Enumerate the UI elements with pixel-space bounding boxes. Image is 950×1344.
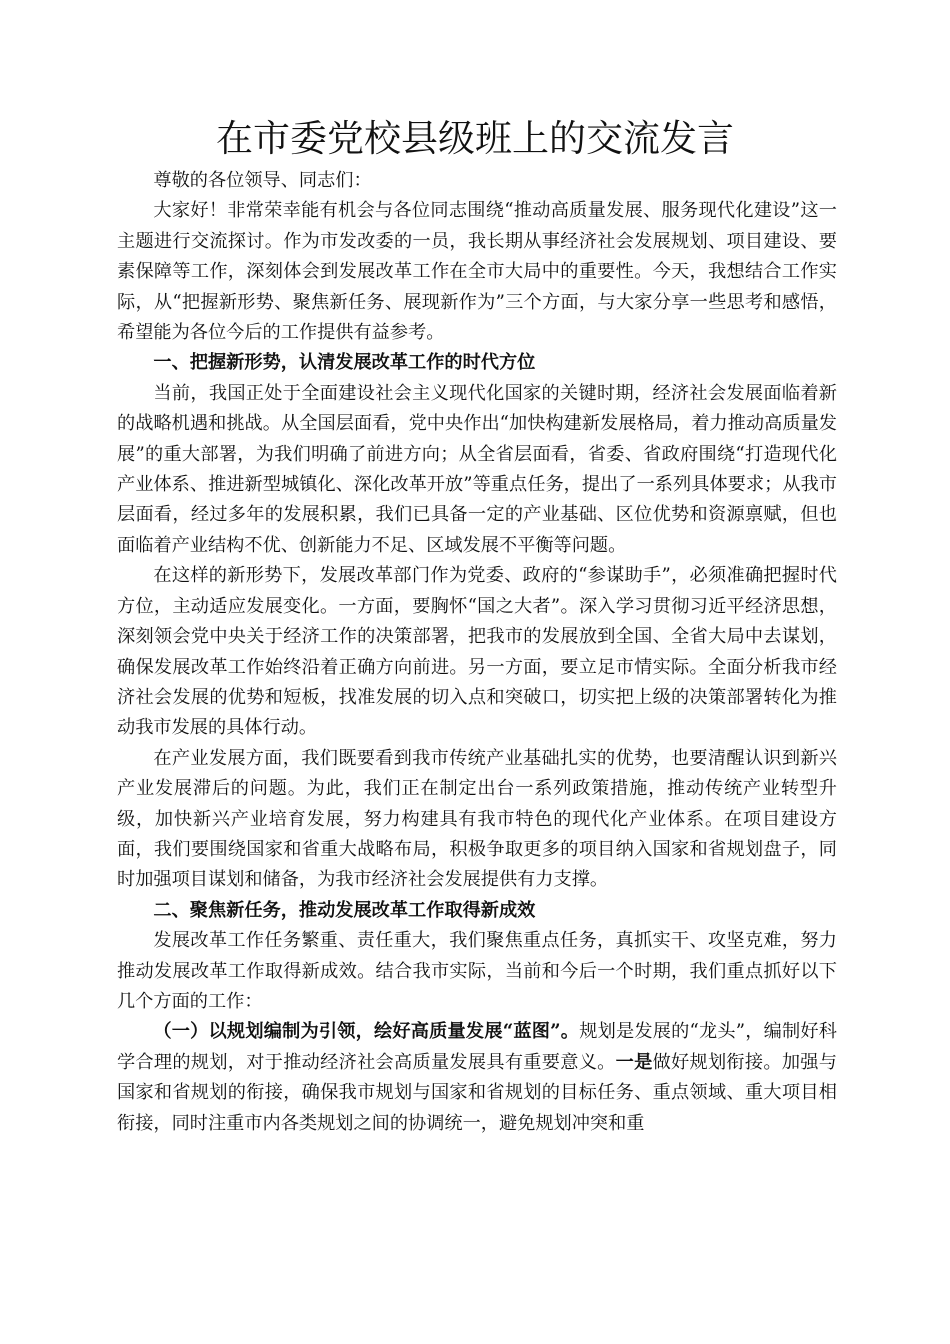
section-1-paragraph-2: 在这样的新形势下，发展改革部门作为党委、政府的“参谋助手”，必须准确把握时代方位，主动适应发展变化。一方面，要胸怀“国之大者”。深入学习贯彻习近平经济思想，深刻领会党中央关于经济工作的决策部署，把我市的发展放到全国、全省大局中去谋划，确保发展改革工作始终沿着正确方向前进。另一方面，要立足市情实际。全面分析我市经济社会发展的优势和短板，找准发展的切入点和突破口，切实把上级的决策部署转化为推动我市发展的具体行动。: [117, 565, 837, 739]
section-2-heading: 二、聚焦新任务，推动发展改革工作取得新成效: [153, 899, 536, 921]
item-1-point-label: 一是: [615, 1051, 653, 1073]
section-1-heading: 一、把握新形势，认清发展改革工作的时代方位: [153, 352, 536, 374]
item-1-paragraph: [117, 1017, 837, 1139]
item-1-heading: （一）以规划编制为引领，绘好高质量发展“蓝图”。: [153, 1021, 580, 1043]
section-1-paragraph-1: 当前，我国正处于全面建设社会主义现代化国家的关键时期，经济社会发展面临着新的战略机遇和挑战。从全国层面看，党中央作出“加快构建新发展格局，着力推动高质量发展”的重大部署，为我们明确了前进方向；从全省层面看，省委、省政府围绕“打造现代化产业体系、推进新型城镇化、深化改革开放”等重点任务，提出了一系列具体要求；从我市层面看，经过多年的发展积累，我们已具备一定的产业基础、区位优势和资源禀赋，但也面临着产业结构不优、创新能力不足、区域发展不平衡等问题。: [117, 382, 837, 556]
intro-paragraph: 大家好！非常荣幸能有机会与各位同志围绕“推动高质量发展、服务现代化建设”这一主题进行交流探讨。作为市发改委的一员，我长期从事经济社会发展规划、项目建设、要素保障等工作，深刻体会到发展改革工作在全市大局中的重要性。今天，我想结合工作实际，从“把握新形势、聚焦新任务、展现新作为”三个方面，与大家分享一些思考和感悟，希望能为各位今后的工作提供有益参考。: [117, 200, 837, 344]
section-2-paragraph-1: 发展改革工作任务繁重、责任重大，我们聚焦重点任务，真抓实干、攻坚克难，努力推动发展改革工作取得新成效。结合我市实际，当前和今后一个时期，我们重点抓好以下几个方面的工作：: [117, 930, 837, 1012]
item-1-text-b: 做好规划衔接。加强与国家和省规划的衔接，确保我市规划与国家和省规划的目标任务、重点领域、重大项目相衔接，同时注重市内各类规划之间的协调统一，避免规划冲突和重: [117, 1051, 837, 1134]
document-title: 在市委党校县级班上的交流发言: [216, 117, 734, 160]
item-1-text-a: 规划是发展的“龙头”，编制好科学合理的规划，对于推动经济社会高质量发展具有重要意义。: [117, 1021, 837, 1073]
document-body: [117, 166, 837, 1139]
section-1-paragraph-3: 在产业发展方面，我们既要看到我市传统产业基础扎实的优势，也要清醒认识到新兴产业发展滞后的问题。为此，我们正在制定出台一系列政策措施，推动传统产业转型升级，加快新兴产业培育发展，努力构建具有我市特色的现代化产业体系。在项目建设方面，我们要围绕国家和省重大战略布局，积极争取更多的项目纳入国家和省规划盘子，同时加强项目谋划和储备，为我市经济社会发展提供有力支撑。: [117, 747, 837, 891]
salutation: 尊敬的各位领导、同志们：: [153, 170, 372, 191]
